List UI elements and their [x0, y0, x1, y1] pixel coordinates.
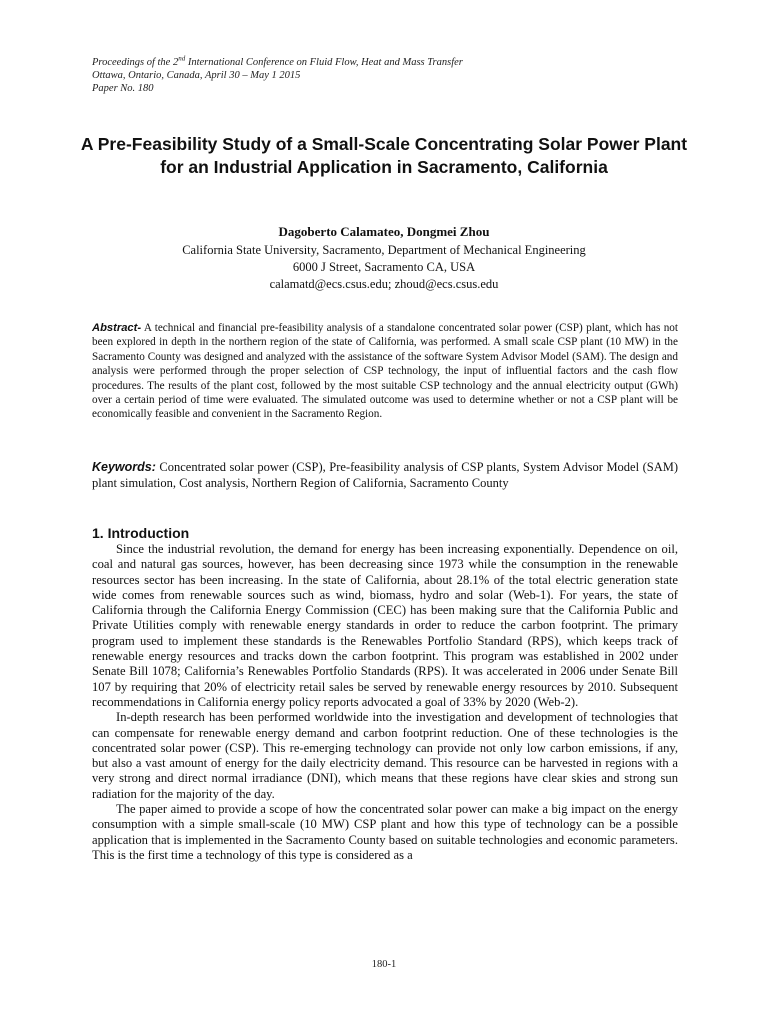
affiliation-line-2: 6000 J Street, Sacramento CA, USA — [292, 260, 476, 274]
header-line-3: Paper No. 180 — [92, 83, 154, 94]
header-line-1: Proceedings of the 2nd International Conference on Fluid Flow, Heat and Mass Transfer — [92, 54, 463, 68]
affiliation-line-1: California State University, Sacramento, Department of Mechanical Engineering — [182, 243, 586, 257]
keywords — [92, 459, 678, 491]
section-heading-introduction: 1. Introduction — [92, 525, 190, 541]
affiliation-emails: calamatd@ecs.csus.edu; zhoud@ecs.csus.edu — [269, 277, 499, 291]
abstract-label: Abstract- — [92, 322, 142, 334]
proceedings-header — [92, 56, 652, 95]
affiliation — [90, 242, 678, 293]
keywords-text: Concentrated solar power (CSP), Pre-feasibility analysis of CSP plants, System Advisor Model (SAM) plant simulation, Cost analysis, Northern Region of California, Sacramento County — [92, 460, 678, 490]
paragraph: Since the industrial revolution, the demand for energy has been increasing exponentially. Dependence on oil, coal and natural gas sources, however, has been decreasing since 1973 while the consumption in the renewable resources sector has been increasing. In the state of California, about 28.1% of the total electric generation state wide comes from renewable sources such as wind, biomass, hydro and solar (Web-1). For years, the state of California through the California Energy Commission (CEC) has been making sure that the California Public and Private Utilities comply with renewable energy standards in order to reduce the carbon footprint. The primary program used to implement these standards is the Renewables Portfolio Standard (RPS), which keeps track of renewable energy resources and tracks down the carbon footprint. This program was established in 2002 under Senate Bill 1078; California’s Renewables Portfolio Standards (RPS). It was accelerated in 2006 under Senate Bill 107 by requiring that 20% of electricity retail sales be served by renewable energy resources by 2010. Subsequent recommendations in California energy policy reports advocated a goal of 33% by 2020 (Web-2). — [92, 542, 678, 709]
paper-title: A Pre-Feasibility Study of a Small-Scale Concentrating Solar Power Plant for an Industrial Application in Sacramento, California — [80, 134, 688, 177]
header-superscript: nd — [178, 54, 186, 63]
page-number: 180-1 — [371, 959, 397, 970]
paragraph: In-depth research has been performed worldwide into the investigation and development of technologies that can compensate for renewable energy demand and carbon footprint reduction. One of these technologies is the concentrated solar power (CSP). This re-emerging technology can provide not only low carbon emissions, if any, but also a vast amount of energy for the daily electricity demand. This resource can be harvested in regions with a very strong and direct normal irradiance (DNI), which means that these regions have clear skies and strong sun radiation for the majority of the day. — [92, 710, 678, 801]
keywords-label: Keywords: — [92, 460, 156, 474]
introduction-body — [92, 542, 678, 863]
paragraph: The paper aimed to provide a scope of how the concentrated solar power can make a big impact on the energy consumption with a simple small-scale (10 MW) CSP plant and how this type of technology can be a possible application that is implemented in the Sacramento County based on suitable technologies and economic parameters. This is the first time a technology of this type is considered as a — [92, 802, 678, 862]
authors: Dagoberto Calamateo, Dongmei Zhou — [278, 224, 490, 239]
header-line-2: Ottawa, Ontario, Canada, April 30 – May 1 2015 — [92, 70, 301, 81]
abstract — [92, 321, 678, 422]
abstract-text: A technical and financial pre-feasibility analysis of a standalone concentrated solar power (CSP) plant, which has not been explored in depth in the northern region of the state of California, was performed. A small scale CSP plant (10 MW) in the Sacramento County was designed and analyzed with the assistance of the software System Advisor Model (SAM). The design and analysis were performed through the proper selection of CSP technology, the input of influential factors and the cash flow procedures. The results of the plant cost, followed by the most suitable CSP technology and the annual electricity output (GWh) over a certain period of time were evaluated. The simulated outcome was used to determine whether or not a CSP plant will be economically feasible and convenient in the Sacramento Region. — [92, 322, 678, 421]
